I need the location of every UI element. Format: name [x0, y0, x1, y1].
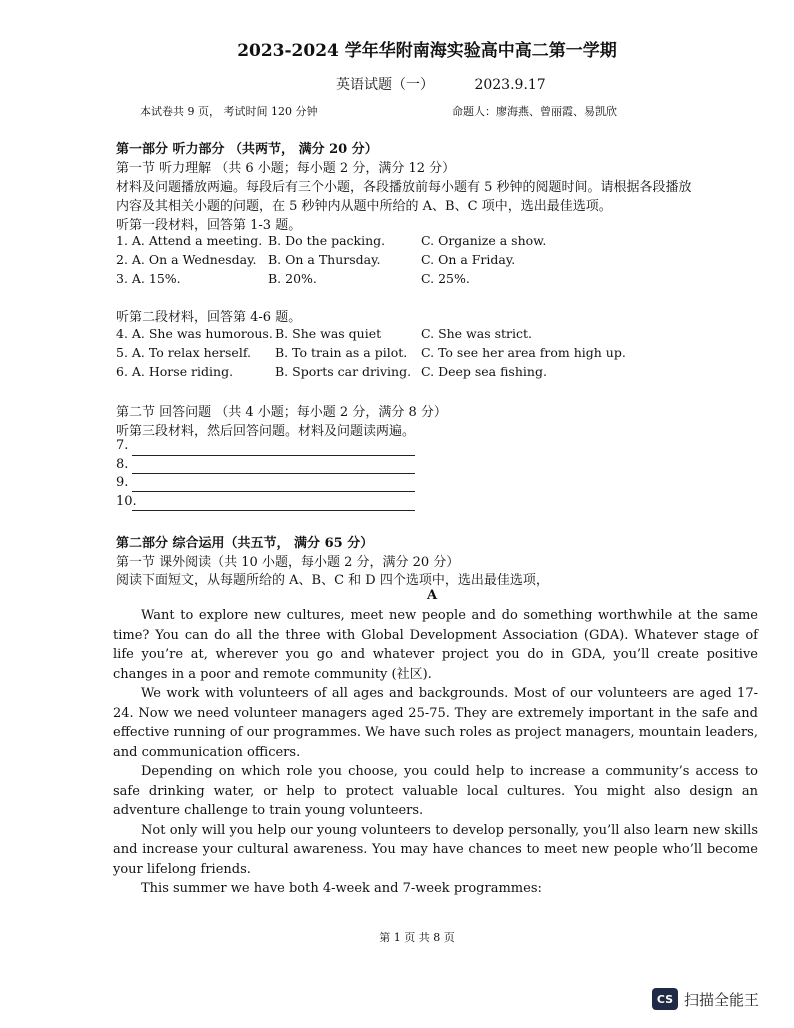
blank-label-7: 7.	[116, 438, 129, 453]
answer-blank-7[interactable]	[132, 455, 415, 456]
option-c: C. She was strict.	[421, 326, 532, 341]
part1-section2-heading: 第二节 回答问题 （共 4 小题；每小题 2 分，满分 8 分）	[116, 405, 447, 420]
part2-heading: 第二部分 综合运用（共五节， 满分 65 分）	[116, 536, 374, 551]
answer-blank-8[interactable]	[132, 473, 415, 474]
option-a: 1. A. Attend a meeting.	[116, 233, 263, 248]
blank-label-8: 8.	[116, 457, 129, 472]
part2-instructions: 阅读下面短文，从每题所给的 A、B、C 和 D 四个选项中，选出最佳选项，	[116, 573, 549, 588]
option-b: B. To train as a pilot.	[275, 345, 408, 360]
option-a: 2. A. On a Wednesday.	[116, 252, 257, 267]
part1-section1-heading: 第一节 听力理解 （共 6 小题；每小题 2 分，满分 12 分）	[116, 161, 456, 176]
exam-title: 2023-2024 学年华附南海实验高中高二第一学期	[237, 41, 617, 61]
option-c: C. 25%.	[421, 271, 470, 286]
part1-heading: 第一部分 听力部分 （共两节， 满分 20 分）	[116, 142, 378, 157]
answer-blank-9[interactable]	[132, 491, 415, 492]
paragraph: We work with volunteers of all ages and backgrounds. Most of our volunteers are aged 17-24. Now we need volunteer managers aged 25-75. They are extremely important in the safe and effective running of our programmes. We have such roles as project managers, mountain leaders, and communication officers.	[113, 686, 758, 760]
option-c: C. To see her area from high up.	[421, 345, 626, 360]
passage-body	[113, 606, 758, 899]
option-b: B. Sports car driving.	[275, 364, 412, 379]
part1-instructions-line1: 材料及问题播放两遍。每段后有三个小题，各段播放前每小题有 5 秒钟的阅题时间。请根据各段播放	[116, 180, 692, 195]
part1-instructions-line2: 内容及其相关小题的问题，在 5 秒钟内从题中所给的 A、B、C 项中，选出最佳选项。	[116, 199, 612, 214]
camscanner-logo-icon: CS	[652, 988, 678, 1010]
option-a: 5. A. To relax herself.	[116, 345, 251, 360]
option-a: 3. A. 15%.	[116, 271, 181, 286]
exam-info: 本试卷共 9 页， 考试时间 120 分钟	[140, 105, 318, 118]
option-b: B. She was quiet	[275, 326, 382, 341]
option-b: B. On a Thursday.	[268, 252, 381, 267]
exam-subtitle	[336, 74, 582, 94]
option-c: C. Organize a show.	[421, 233, 547, 248]
group2-label: 听第二段材料，回答第 4-6 题。	[116, 310, 302, 325]
part2-section1-heading: 第一节 课外阅读（共 10 小题，每小题 2 分，满分 20 分）	[116, 555, 460, 570]
paragraph: This summer we have both 4-week and 7-week programmes:	[141, 881, 542, 896]
paragraph: Depending on which role you choose, you could help to increase a community’s access to safe drinking water, or help to protect valuable local cultures. You might also design an adventure challenge to train young volunteers.	[113, 764, 758, 818]
answer-blank-10[interactable]	[132, 510, 415, 511]
option-a: 4. A. She was humorous.	[116, 326, 273, 341]
passage-label: A	[426, 588, 438, 603]
option-a: 6. A. Horse riding.	[116, 364, 234, 379]
option-c: C. Deep sea fishing.	[421, 364, 547, 379]
exam-date: 2023.9.17	[474, 77, 546, 93]
option-c: C. On a Friday.	[421, 252, 516, 267]
exam-authors: 命题人：廖海燕、曾丽霞、易凯欣	[452, 105, 617, 118]
subject-label: 英语试题（一）	[336, 77, 434, 93]
page-number: 第 1 页 共 8 页	[379, 931, 455, 944]
paragraph: Want to explore new cultures, meet new people and do something worthwhile at the same time? You can do all the three with Global Development Association (GDA). Whatever stage of life you’re at, wherever you go and whatever project you do in GDA, you’ll create positive changes in a poor and remote community (社区).	[113, 608, 758, 682]
brand-name: 扫描全能王	[684, 990, 760, 1009]
option-b: B. 20%.	[268, 271, 317, 286]
group1-label: 听第一段材料，回答第 1-3 题。	[116, 218, 302, 233]
scanner-watermark	[652, 988, 759, 1010]
blank-label-9: 9.	[116, 475, 129, 490]
paragraph: Not only will you help our young volunteers to develop personally, you’ll also learn new skills and increase your cultural awareness. You may have chances to meet new people who’ll become your lifelong friends.	[113, 822, 758, 877]
part1-section2-instructions: 听第三段材料，然后回答问题。材料及问题读两遍。	[116, 424, 416, 439]
option-b: B. Do the packing.	[268, 233, 386, 248]
blank-label-10: 10.	[116, 494, 137, 509]
